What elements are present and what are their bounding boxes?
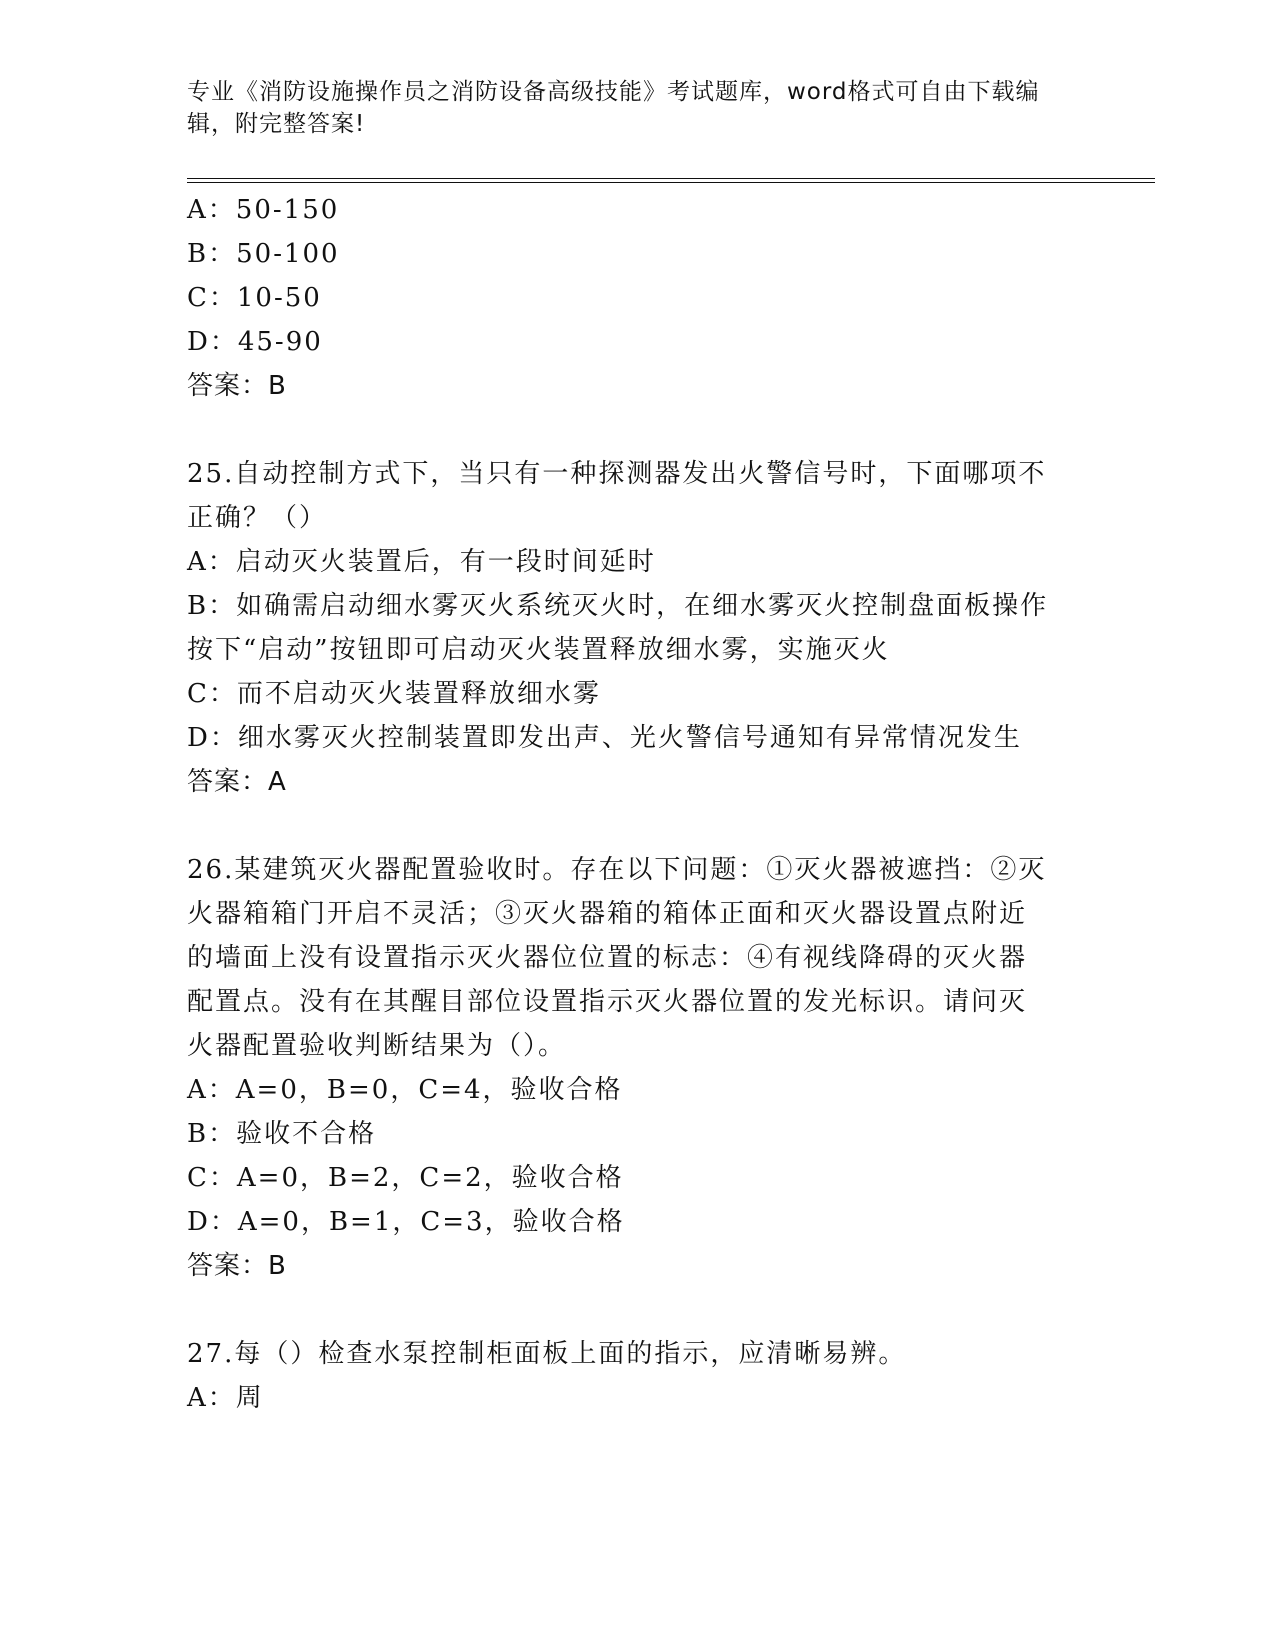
header-title-line-1: 专业《消防设施操作员之消防设备高级技能》考试题库，word格式可自由下载编 [187, 79, 1040, 105]
q25-option-c: C：而不启动灭火装置释放细水雾 [187, 679, 601, 709]
q24-option-d: D：45-90 [187, 327, 323, 357]
q25-option-b-line-2: 按下“启动”按钮即可启动灭火装置释放细水雾，实施灭火 [187, 635, 890, 665]
q25-stem-line-1: 25.自动控制方式下，当只有一种探测器发出火警信号时，下面哪项不 [187, 459, 1047, 489]
q25-option-a: A：启动灭火装置后，有一段时间延时 [187, 547, 656, 577]
q25-answer: 答案：A [187, 767, 287, 797]
q25-option-d: D：细水雾灭火控制装置即发出声、光火警信号通知有异常情况发生 [187, 723, 1022, 753]
document-header [187, 76, 1067, 140]
header-divider-top [187, 178, 1155, 179]
q26-stem-line-3: 的墙面上没有设置指示灭火器位位置的标志：④有视线降碍的灭火器 [187, 943, 1028, 973]
q24-option-c: C：10-50 [187, 283, 322, 313]
q25-option-b-line-1: B：如确需启动细水雾灭火系统灭火时，在细水雾灭火控制盘面板操作 [187, 591, 1049, 621]
q27-stem-line-1: 27.每（）检查水泵控制柜面板上面的指示，应清晰易辨。 [187, 1339, 907, 1369]
header-title-line-2: 辑，附完整答案! [187, 111, 366, 137]
q26-stem-line-5: 火器配置验收判断结果为（）。 [187, 1031, 567, 1061]
q24-option-a: A：50-150 [187, 195, 340, 225]
header-divider-bottom [187, 182, 1155, 183]
q26-option-d: D：A=0，B=1，C=3，验收合格 [187, 1207, 625, 1237]
q24-option-b: B：50-100 [187, 239, 340, 269]
q26-option-a: A：A=0，B=0，C=4，验收合格 [187, 1075, 623, 1105]
q24-answer: 答案：B [187, 371, 287, 401]
q25-stem-line-2: 正确？（） [187, 503, 328, 533]
q26-option-b: B：验收不合格 [187, 1119, 377, 1149]
q27-option-a: A：周 [187, 1383, 264, 1413]
q26-option-c: C：A=0，B=2，C=2，验收合格 [187, 1163, 624, 1193]
q26-stem-line-4: 配置点。没有在其醒目部位设置指示灭火器位置的发光标识。请问灭 [187, 987, 1028, 1017]
q26-stem-line-2: 火器箱箱门开启不灵活；③灭火器箱的箱体正面和灭火器设置点附近 [187, 899, 1028, 929]
q26-stem-line-1: 26.某建筑灭火器配置验收时。存在以下问题：①灭火器被遮挡：②灭 [187, 855, 1047, 885]
q26-answer: 答案：B [187, 1251, 287, 1281]
